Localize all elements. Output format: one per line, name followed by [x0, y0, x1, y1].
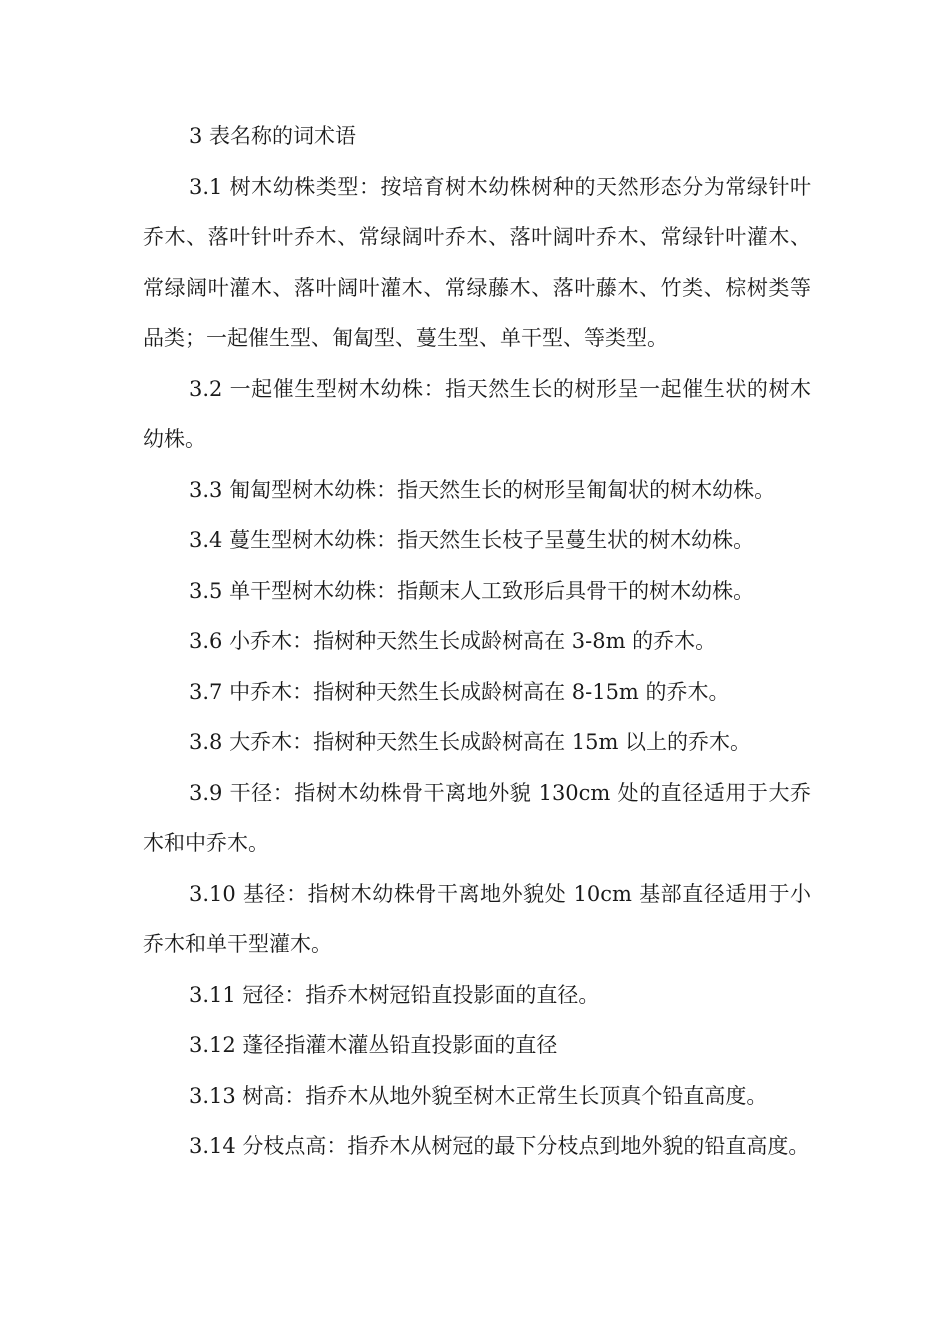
paragraph-3-7: 3.7 中乔木：指树种天然生长成龄树高在 8-15m 的乔木。	[189, 679, 730, 704]
document-body	[143, 111, 811, 1172]
paragraph-3-8: 3.8 大乔木：指树种天然生长成龄树高在 15m 以上的乔木。	[189, 730, 752, 754]
paragraph-3-4: 3.4 蔓生型树木幼株：指天然生长枝子呈蔓生状的树木幼株。	[189, 528, 755, 552]
paragraph-3-6: 3.6 小乔木：指树种天然生长成龄树高在 3-8m 的乔木。	[189, 629, 717, 653]
paragraph-3-10: 3.10 基径：指树木幼株骨干离地外貌处 10cm 基部直径适用于小乔木和单干型灌木。	[143, 881, 811, 956]
paragraph-3-3: 3.3 匍匐型树木幼株：指天然生长的树形呈匍匐状的树木幼株。	[189, 477, 776, 502]
paragraph-3-9: 3.9 干径：指树木幼株骨干离地外貌 130cm 处的直径适用于大乔木和中乔木。	[143, 780, 811, 855]
paragraph-3-2: 3.2 一起催生型树木幼株：指天然生长的树形呈一起催生状的树木幼株。	[143, 376, 811, 451]
paragraph-3-14: 3.14 分枝点高：指乔木从树冠的最下分枝点到地外貌的铅直高度。	[189, 1134, 810, 1158]
paragraph-3-13: 3.13 树高：指乔木从地外貌至树木正常生长顶真个铅直高度。	[189, 1083, 768, 1108]
paragraph-3-1: 3.1 树木幼株类型：按培育树木幼株树种的天然形态分为常绿针叶乔木、落叶针叶乔木、常绿阔叶乔木、落叶阔叶乔木、常绿针叶灌木、常绿阔叶灌木、落叶阔叶灌木、常绿藤木、落叶藤木、竹类、棕树类等品类；一起催生型、匍匐型、蔓生型、单干型、等类型。	[143, 174, 811, 350]
section-heading: 3 表名称的词术语	[189, 124, 357, 148]
paragraph-3-11: 3.11 冠径：指乔木树冠铅直投影面的直径。	[189, 982, 600, 1007]
paragraph-3-12: 3.12 蓬径指灌木灌丛铅直投影面的直径	[189, 1033, 558, 1057]
paragraph-3-5: 3.5 单干型树木幼株：指颠末人工致形后具骨干的树木幼株。	[189, 578, 755, 603]
